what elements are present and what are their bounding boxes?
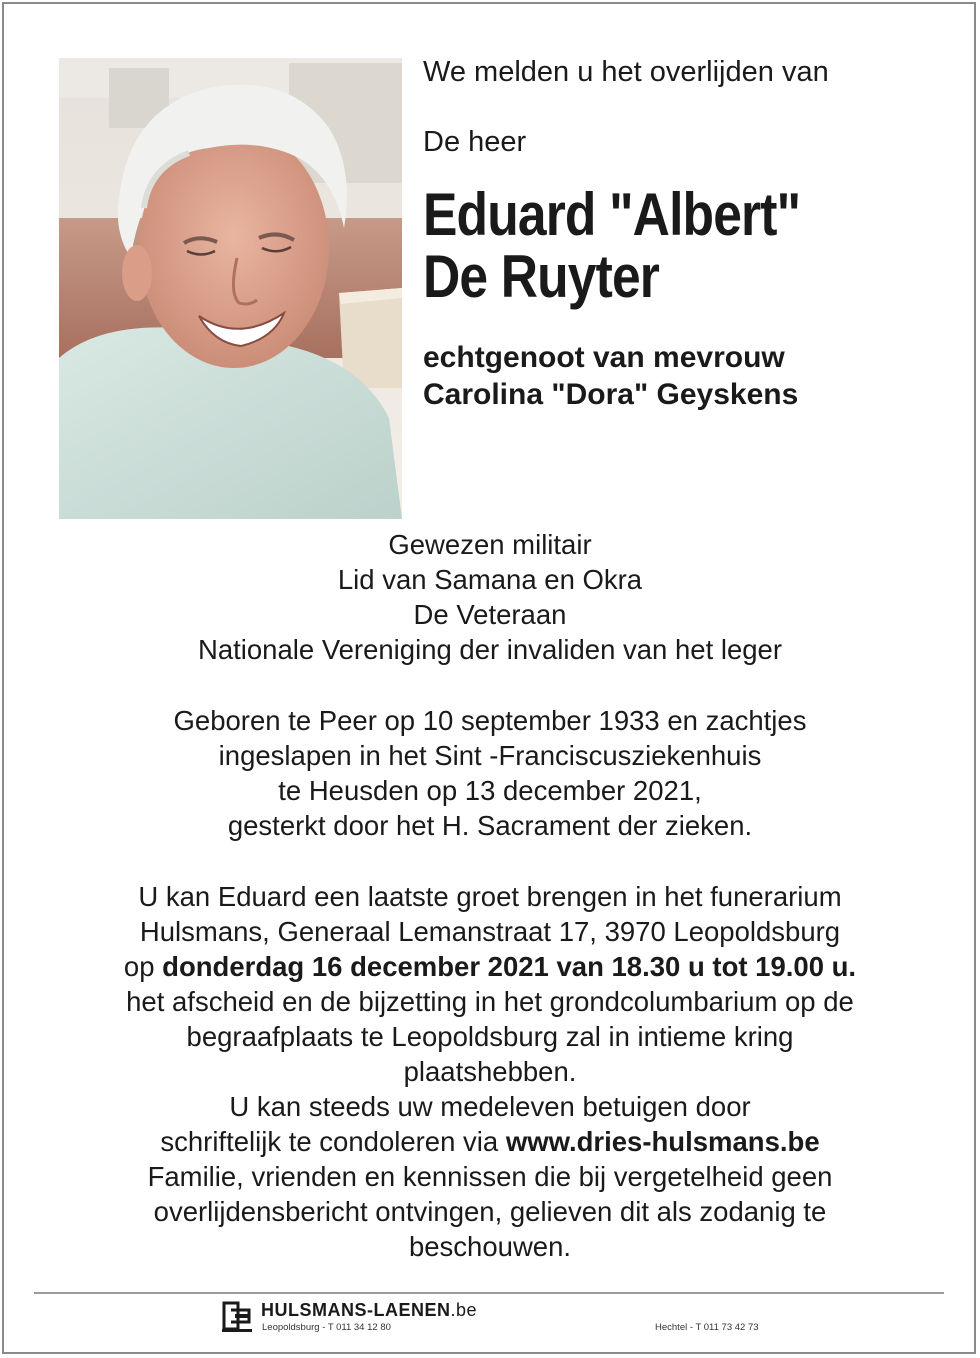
- membership-line: Gewezen militair: [388, 529, 592, 560]
- visitation-line: Familie, vrienden en kennissen die bij vergetelheid geen: [147, 1161, 833, 1192]
- birth-death-line: ingeslapen in het Sint -Franciscusziekenhuis: [218, 740, 762, 771]
- honorific: De heer: [423, 126, 527, 158]
- office-hechtel-phone: Hechtel - T 011 73 42 73: [655, 1322, 759, 1333]
- funeral-home-brand: HULSMANS-LAENEN.be: [261, 1300, 478, 1320]
- funeral-home-logo-icon: [222, 1300, 254, 1332]
- birth-death-line: Geboren te Peer op 10 september 1933 en zachtjes: [173, 705, 807, 736]
- spouse-info: [423, 339, 943, 413]
- memberships-block: [0, 527, 980, 667]
- intro-text: We melden u het overlijden van: [423, 56, 829, 88]
- announcement-header: [423, 54, 943, 413]
- visitation-line: Hulsmans, Generaal Lemanstraat 17, 3970 Leopoldsburg: [139, 916, 841, 947]
- visitation-line: begraafplaats te Leopoldsburg zal in intieme kring: [186, 1021, 794, 1052]
- condolence-line: schriftelijk te condoleren via www.dries-hulsmans.be: [160, 1126, 820, 1157]
- visitation-line: beschouwen.: [408, 1231, 572, 1262]
- visitation-line: het afscheid en de bijzetting in het grondcolumbarium op de: [126, 986, 854, 1017]
- birth-death-line: gesterkt door het H. Sacrament der zieken.: [227, 810, 753, 841]
- visitation-line: overlijdensbericht ontvingen, gelieven dit als zodanig te: [153, 1196, 827, 1227]
- portrait-photo: [59, 58, 402, 519]
- membership-line: Lid van Samana en Okra: [337, 564, 643, 595]
- spouse-line-2: Carolina "Dora" Geyskens: [423, 378, 799, 411]
- membership-line: Nationale Vereniging der invaliden van het leger: [197, 634, 782, 665]
- membership-line: De Veteraan: [413, 599, 567, 630]
- name-line-1: Eduard "Albert": [423, 181, 801, 248]
- office-leopoldsburg-phone: Leopoldsburg - T 011 34 12 80: [262, 1322, 391, 1333]
- visitation-date-line: op donderdag 16 december 2021 van 18.30 u tot 19.00 u.: [123, 951, 857, 982]
- visitation-line: U kan Eduard een laatste groet brengen in het funerarium: [138, 881, 842, 912]
- visitation-date: donderdag 16 december 2021 van 18.30 u tot 19.00 u.: [162, 951, 857, 982]
- condolence-website-link[interactable]: www.dries-hulsmans.be: [505, 1126, 820, 1157]
- birth-death-block: [0, 703, 980, 843]
- visitation-line: U kan steeds uw medeleven betuigen door: [229, 1091, 751, 1122]
- visitation-block: [0, 879, 980, 1264]
- name-line-2: De Ruyter: [423, 243, 660, 310]
- visitation-line: plaatshebben.: [403, 1056, 577, 1087]
- spouse-line-1: echtgenoot van mevrouw: [423, 341, 785, 374]
- deceased-name: [423, 181, 870, 310]
- birth-death-line: te Heusden op 13 december 2021,: [278, 775, 702, 806]
- footer-divider: [34, 1292, 944, 1294]
